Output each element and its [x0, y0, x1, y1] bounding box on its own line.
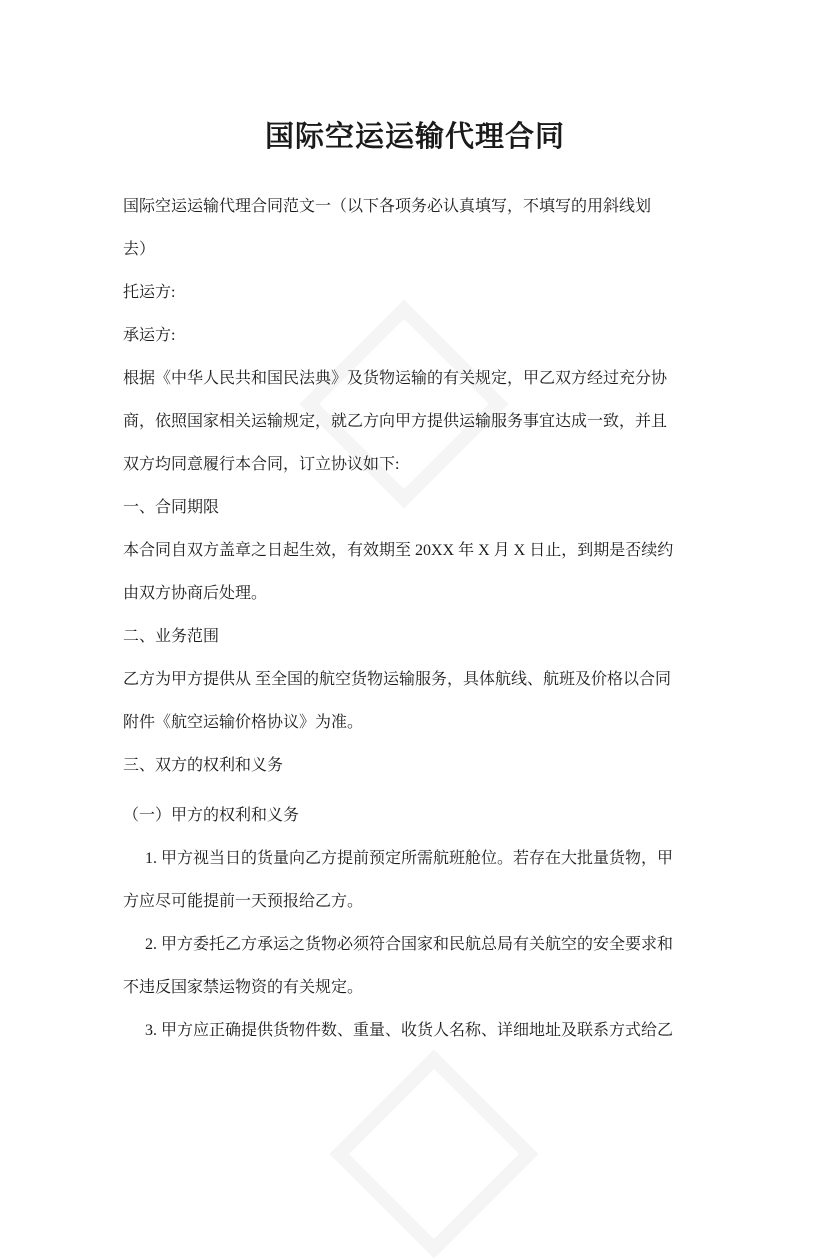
list-item: 3. 甲方应正确提供货物件数、重量、收货人名称、详细地址及联系方式给乙	[145, 1022, 674, 1039]
paragraph-line: 国际空运运输代理合同范文一（以下各项务必认真填写，不填写的用斜线划	[123, 198, 652, 215]
paragraph-line: 方应尽可能提前一天预报给乙方。	[123, 893, 364, 910]
section-heading: 一、合同期限	[123, 499, 220, 516]
paragraph-line: 乙方为甲方提供从 至全国的航空货物运输服务，具体航线、航班及价格以合同	[123, 671, 672, 688]
paragraph-line: 本合同自双方盖章之日起生效，有效期至 20XX 年 X 月 X 日止，到期是否续约	[123, 542, 674, 559]
paragraph-line: 由双方协商后处理。	[123, 585, 268, 602]
consignor-label: 托运方:	[123, 284, 176, 301]
paragraph-line: 商，依照国家相关运输规定，就乙方向甲方提供运输服务事宜达成一致，并且	[123, 413, 668, 430]
paragraph-line: 附件《航空运输价格协议》为准。	[123, 714, 364, 731]
list-item: 2. 甲方委托乙方承运之货物必须符合国家和民航总局有关航空的安全要求和	[145, 936, 674, 953]
document-body	[123, 185, 723, 1052]
paragraph-line: 不违反国家禁运物资的有关规定。	[123, 979, 364, 996]
carrier-label: 承运方:	[123, 327, 176, 344]
paragraph-line: 根据《中华人民共和国民法典》及货物运输的有关规定，甲乙双方经过充分协	[123, 370, 668, 387]
subsection-heading: （一）甲方的权利和义务	[123, 807, 300, 824]
paragraph-line: 去）	[123, 241, 156, 258]
section-heading: 二、业务范围	[123, 628, 220, 645]
list-item: 1. 甲方视当日的货量向乙方提前预定所需航班舱位。若存在大批量货物，甲	[145, 850, 674, 867]
section-heading: 三、双方的权利和义务	[123, 757, 284, 774]
paragraph-line: 双方均同意履行本合同，订立协议如下:	[123, 456, 400, 473]
watermark	[329, 1049, 538, 1258]
document-title: 国际空运运输代理合同	[264, 121, 565, 153]
